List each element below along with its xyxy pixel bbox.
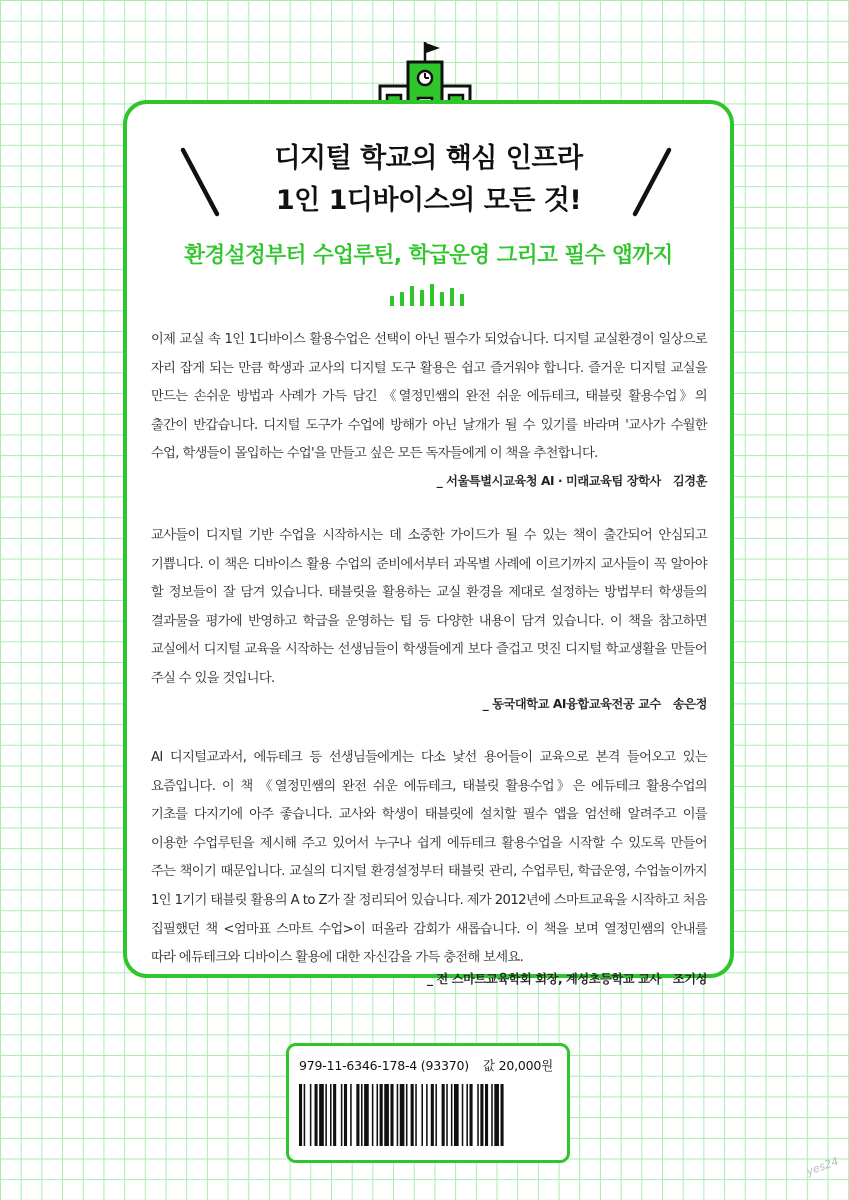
barcode-stripe (364, 1084, 369, 1146)
headline-line-2: 1인 1디바이스의 모든 것! (275, 185, 582, 216)
barcode-stripe (446, 1084, 448, 1146)
review-signature-3 (151, 970, 707, 987)
barcode-stripe (356, 1084, 359, 1146)
barcode-stripe (341, 1084, 343, 1146)
barcode-stripe (372, 1084, 374, 1146)
barcode-stripe (431, 1084, 434, 1146)
subheadline: 환경설정부터 수업루틴, 학급운영 그리고 필수 앱까지 (184, 243, 673, 268)
headline (127, 138, 730, 222)
barcode-stripe (361, 1084, 363, 1146)
headline-line-1: 디지털 학교의 핵심 인프라 (274, 143, 583, 174)
barcode-stripe (325, 1084, 327, 1146)
barcode-stripe (485, 1084, 488, 1146)
barcode-stripe (344, 1084, 347, 1146)
barcode-stripe (451, 1084, 453, 1146)
barcode-stripe (470, 1084, 473, 1146)
barcode-stripe (397, 1084, 399, 1146)
barcode-stripe (442, 1084, 445, 1146)
barcode-stripe (501, 1084, 504, 1146)
review-text-2: 교사들이 디지털 기반 수업을 시작하시는 데 소중한 가이드가 될 수 있는 책이 출간되어 안심되고 기쁩니다. 이 책은 디바이스 활용 수업의 준비에서부터 과목별 사례에 이르기까지 교사들이 꼭 알아야 할 정보들이 잘 담겨 있습니다. 태블릿을 활용하는 교실 환경을 제대로 설정하는 방법부터 학생들의 결과물을 평가에 반영하고 학급을 운영하는 팁 등 다양한 내용이 담겨 있습니다. 이 책을 참고하면 교실에서 디지털 교육을 시작하는 선생님들이 학생들에게 보다 즐겁고 멋진 디지털 학교생활을 만들어 주실 수 있을 것입니다. (151, 528, 707, 686)
review-signature-2 (151, 695, 707, 712)
review-text-3: AI 디지털교과서, 에듀테크 등 선생님들에게는 다소 낯선 용어들이 교육으로 본격 들어오고 있는 요즘입니다. 이 책 《열정민쌤의 완전 쉬운 에듀테크, 태블릿 활용수업》은 에듀테크 활용수업의 기초를 다지기에 아주 좋습니다. 교사와 학생이 태블릿에 설치할 필수 앱을 엄선해 알려주고 이를 이용한 수업루틴을 제시해 주고 있어서 누구나 쉽게 에듀테크 활용수업을 시작할 수 있도록 만들어 주는 책이기 때문입니다. 교실의 디지털 환경설정부터 태블릿 관리, 수업루틴, 학급운영, 수업놀이까지 1인 1기기 태블릿 활용의 A to Z가 잘 정리되어 있습니다. 제가 2012년에 스마트교육을 시작하고 처음 집필했던 책 <엄마표 스마트 수업>이 떠올라 감회가 새롭습니다. 이 책을 보며 열정민쌤의 안내를 따라 에듀테크와 디바이스 활용에 대한 자신감을 가득 충전해 보세요. (151, 750, 707, 966)
barcode-stripe (315, 1084, 318, 1146)
isbn-line (299, 1056, 553, 1074)
review-author-2: 송은정 (672, 697, 707, 711)
watermark-logo: yes24 (804, 1154, 841, 1179)
price-label: 값 20,000원 (482, 1058, 553, 1073)
barcode-stripe (454, 1084, 459, 1146)
review-author-1: 김경훈 (672, 474, 707, 488)
barcode-stripe (494, 1084, 499, 1146)
barcode-stripe (390, 1084, 393, 1146)
barcode-stripe (466, 1084, 468, 1146)
review-text-1: 이제 교실 속 1인 1디바이스 활용수업은 선택이 아닌 필수가 되었습니다. 디지털 교실환경이 일상으로 자리 잡게 되는 만큼 학생과 교사의 디지털 도구 활용은 쉽고 즐거워야 합니다. 즐거운 디지털 교실을 만드는 손쉬운 방법과 사례가 가득 담긴 《열정민쌤의 완전 쉬운 에듀테크, 태블릿 활용수업》의 출간이 반갑습니다. 디지털 도구가 수업에 방해가 아닌 날개가 될 수 있기를 바라며 '교사가 수월한 수업, 학생들이 몰입하는 수업'을 만들고 싶은 모든 독자들에게 이 책을 추천합니다. (151, 332, 707, 462)
review-affiliation-1: _ 서울특별시교육청 AI · 미래교육팀 장학사 (436, 474, 661, 488)
barcode-stripe (477, 1084, 479, 1146)
barcode-stripe (411, 1084, 414, 1146)
barcode-stripe (415, 1084, 417, 1146)
barcode-box (286, 1043, 570, 1163)
barcode-stripe (384, 1084, 389, 1146)
barcode-stripe (333, 1084, 336, 1146)
review-affiliation-3: _ 전 스마트교육학회 회장, 계성초등학교 교사 (427, 972, 661, 986)
barcode-stripe (480, 1084, 483, 1146)
barcode-stripe (299, 1084, 302, 1146)
barcode-stripe (426, 1084, 428, 1146)
barcode-stripe (491, 1084, 493, 1146)
barcode-stripe (377, 1084, 379, 1146)
barcode-stripe (380, 1084, 383, 1146)
review-author-3: 조기성 (672, 972, 707, 986)
barcode-stripe (462, 1084, 464, 1146)
review-affiliation-2: _ 동국대학교 AI융합교육전공 교수 (482, 697, 661, 711)
review-panel (123, 100, 734, 986)
barcode-stripe (406, 1084, 408, 1146)
equalizer-bars-icon (389, 282, 467, 306)
barcode-stripe (350, 1084, 352, 1146)
barcode-stripe (319, 1084, 324, 1146)
barcode-stripe (304, 1084, 306, 1146)
barcode-stripe (310, 1084, 312, 1146)
barcode-image (299, 1084, 557, 1146)
barcode-stripe (400, 1084, 405, 1146)
isbn-number: 979-11-6346-178-4 (93370) (299, 1058, 469, 1073)
barcode-stripe (330, 1084, 332, 1146)
barcode-stripe (421, 1084, 423, 1146)
barcode-stripe (435, 1084, 437, 1146)
review-signature-1 (151, 472, 707, 489)
